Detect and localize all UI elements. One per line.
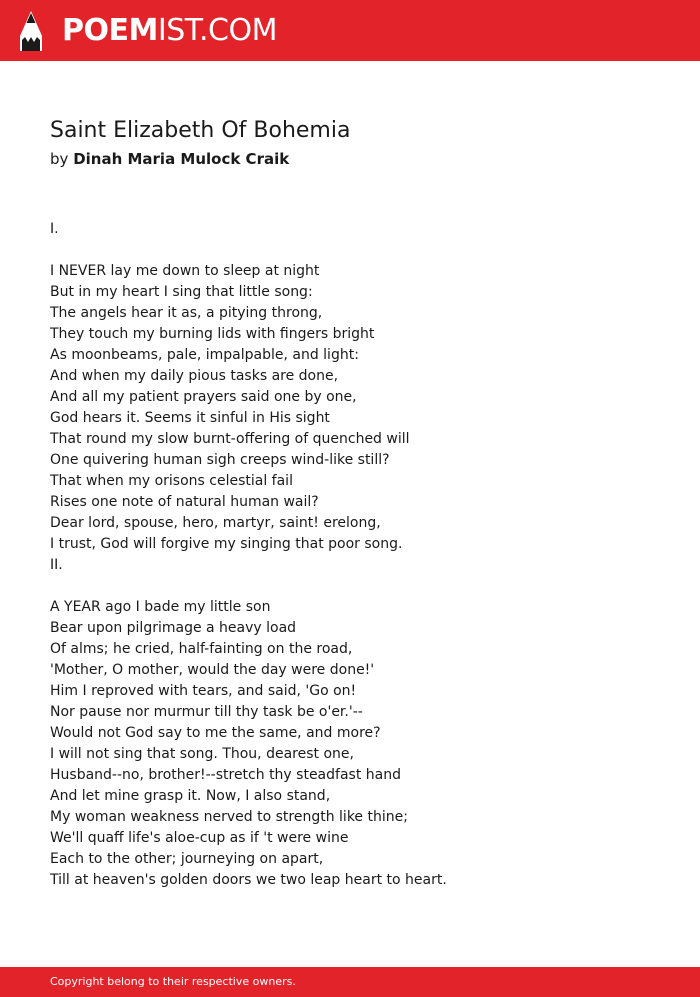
poem-line: A YEAR ago I bade my little son [50, 599, 271, 615]
poem-line: Husband--no, brother!--stretch thy steadfast hand [50, 767, 401, 783]
poem-line: And all my patient prayers said one by one, [50, 389, 357, 405]
poem-line: Him I reproved with tears, and said, 'Go on! [50, 683, 357, 699]
poem-line: Rises one note of natural human wail? [50, 494, 319, 510]
poem-line: Bear upon pilgrimage a heavy load [50, 620, 297, 636]
poem-line: I NEVER lay me down to sleep at night [50, 263, 320, 279]
poem-line: One quivering human sigh creeps wind-like still? [50, 452, 390, 468]
poem-line: Till at heaven's golden doors we two leap heart to heart. [50, 872, 447, 888]
copyright-text: Copyright belong to their respective owners. [50, 975, 296, 988]
poem-line: Nor pause nor murmur till thy task be o'er.'-- [50, 704, 363, 720]
site-header [0, 0, 700, 61]
poem-line: Of alms; he cried, half-fainting on the road, [50, 641, 353, 657]
poem-line: I trust, God will forgive my singing that poor song. [50, 536, 403, 552]
site-logo[interactable] [62, 11, 277, 51]
poem-body [50, 219, 650, 891]
poem-line: That round my slow burnt-offering of quenched will [50, 431, 410, 447]
poem-line: And when my daily pious tasks are done, [50, 368, 339, 384]
logo-light-text: IST.COM [157, 13, 277, 48]
author-name: Dinah Maria Mulock Craik [73, 150, 290, 168]
poem-line: Would not God say to me the same, and more? [50, 725, 381, 741]
logo-bold-text: POEM [62, 13, 158, 48]
poem-line: And let mine grasp it. Now, I also stand, [50, 788, 331, 804]
poem-line: I will not sing that song. Thou, dearest one, [50, 746, 354, 762]
poem-line: Dear lord, spouse, hero, martyr, saint! erelong, [50, 515, 381, 531]
stanza-break [50, 240, 650, 261]
poem-line: I. [50, 221, 59, 237]
poem-line: II. [50, 557, 63, 573]
poem-line: They touch my burning lids with fingers bright [50, 326, 375, 342]
poem-line: Each to the other; journeying on apart, [50, 851, 324, 867]
poem-line: God hears it. Seems it sinful in His sight [50, 410, 330, 426]
poem-line: We'll quaff life's aloe-cup as if 't were wine [50, 830, 349, 846]
poem-line: 'Mother, O mother, would the day were done!' [50, 662, 375, 678]
stanza-break [50, 576, 650, 597]
poem-line: That when my orisons celestial fail [50, 473, 293, 489]
poem-line: As moonbeams, pale, impalpable, and light: [50, 347, 359, 363]
poem-line: The angels hear it as, a pitying throng, [50, 305, 323, 321]
by-prefix: by [50, 150, 69, 168]
poem-title: Saint Elizabeth Of Bohemia [50, 118, 351, 143]
byline [50, 148, 289, 170]
pencil-tip-icon[interactable] [18, 10, 44, 52]
poem-line: But in my heart I sing that little song: [50, 284, 313, 300]
poem-line: My woman weakness nerved to strength like thine; [50, 809, 408, 825]
site-footer [0, 967, 700, 997]
